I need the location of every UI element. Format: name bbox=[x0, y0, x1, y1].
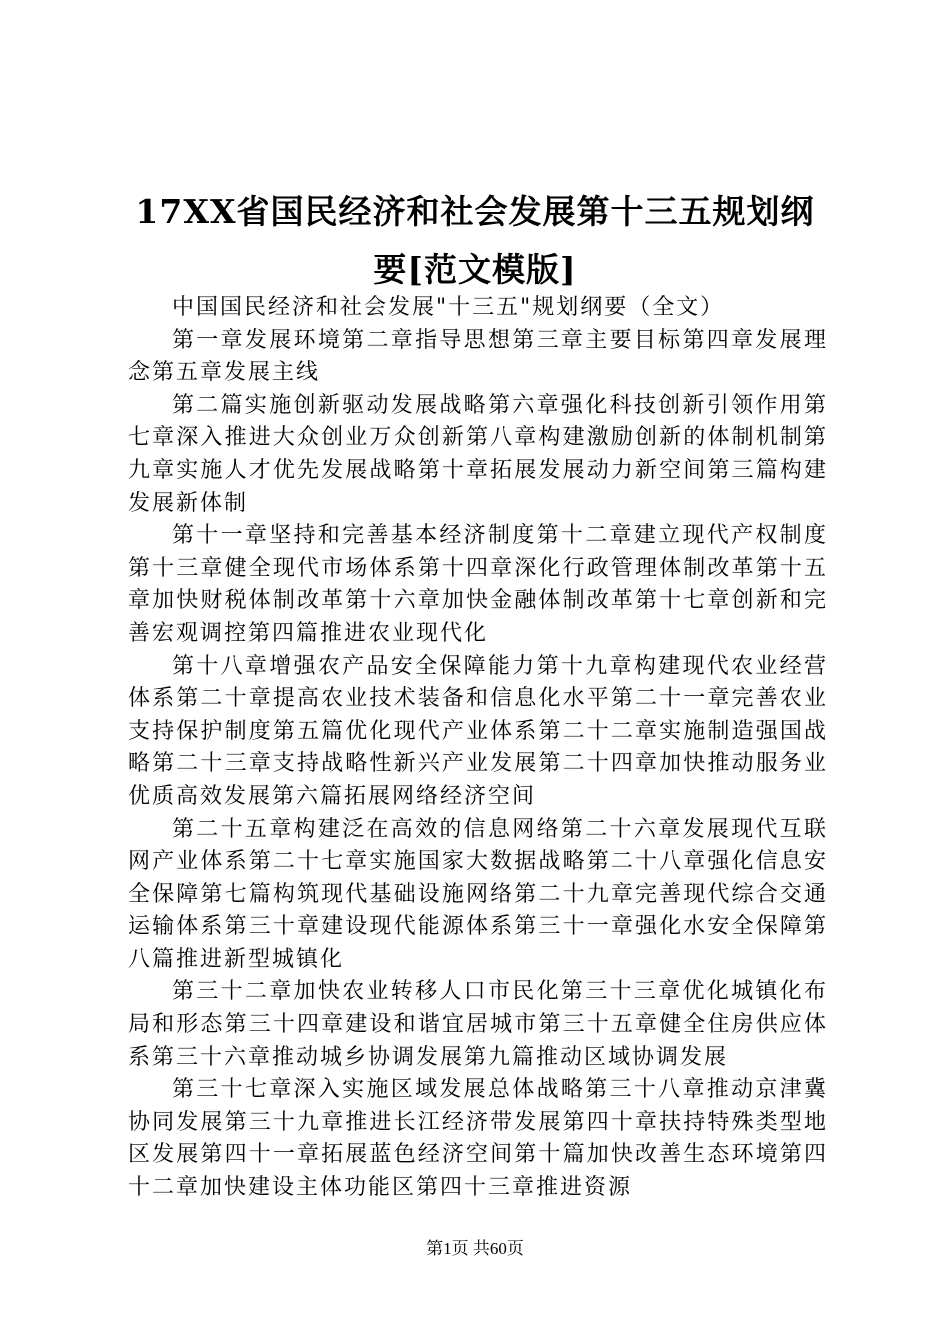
paragraph-5: 第十八章增强农产品安全保障能力第十九章构建现代农业经营体系第二十章提高农业技术装备和信息化水平第二十一章完善农业支持保护制度第五篇优化现代产业体系第二十二章实施制造强国战略第二十三章支持战略性新兴产业发展第二十四章加快推动服务业优质高效发展第六篇拓展网络经济空间 bbox=[128, 653, 828, 809]
paragraph-2: 第一章发展环境第二章指导思想第三章主要目标第四章发展理念第五章发展主线 bbox=[128, 327, 828, 386]
paragraph-6: 第二十五章构建泛在高效的信息网络第二十六章发展现代互联网产业体系第二十七章实施国家大数据战略第二十八章强化信息安全保障第七篇构筑现代基础设施网络第二十九章完善现代综合交通运输体系第三十章建设现代能源体系第三十一章强化水安全保障第八篇推进新型城镇化 bbox=[128, 816, 828, 972]
title-line-1: 17XX省国民经济和社会发展第十三五规划纲 bbox=[135, 192, 815, 231]
paragraph-4: 第十一章坚持和完善基本经济制度第十二章建立现代产权制度第十三章健全现代市场体系第十四章深化行政管理体制改革第十五章加快财税体制改革第十六章加快金融体制改革第十七章创新和完善宏观调控第四篇推进农业现代化 bbox=[128, 523, 828, 646]
page-number-footer: 第1页 共60页 bbox=[426, 1239, 524, 1258]
paragraph-1: 中国国民经济和社会发展"十三五"规划纲要（全文） bbox=[172, 295, 725, 320]
title-line-2: 要[范文模版] bbox=[373, 250, 577, 289]
paragraph-7: 第三十二章加快农业转移人口市民化第三十三章优化城镇化布局和形态第三十四章建设和谐宜居城市第三十五章健全住房供应体系第三十六章推动城乡协调发展第九篇推动区域协调发展 bbox=[128, 979, 828, 1070]
document-body bbox=[128, 292, 828, 1205]
paragraph-8: 第三十七章深入实施区域发展总体战略第三十八章推动京津冀协同发展第三十九章推进长江经济带发展第四十章扶持特殊类型地区发展第四十一章拓展蓝色经济空间第十篇加快改善生态环境第四十二章加快建设主体功能区第四十三章推进资源 bbox=[128, 1077, 828, 1201]
paragraph-3: 第二篇实施创新驱动发展战略第六章强化科技创新引领作用第七章深入推进大众创业万众创新第八章构建激励创新的体制机制第九章实施人才优先发展战略第十章拓展发展动力新空间第三篇构建发展新体制 bbox=[128, 392, 828, 516]
document-title bbox=[100, 183, 850, 299]
